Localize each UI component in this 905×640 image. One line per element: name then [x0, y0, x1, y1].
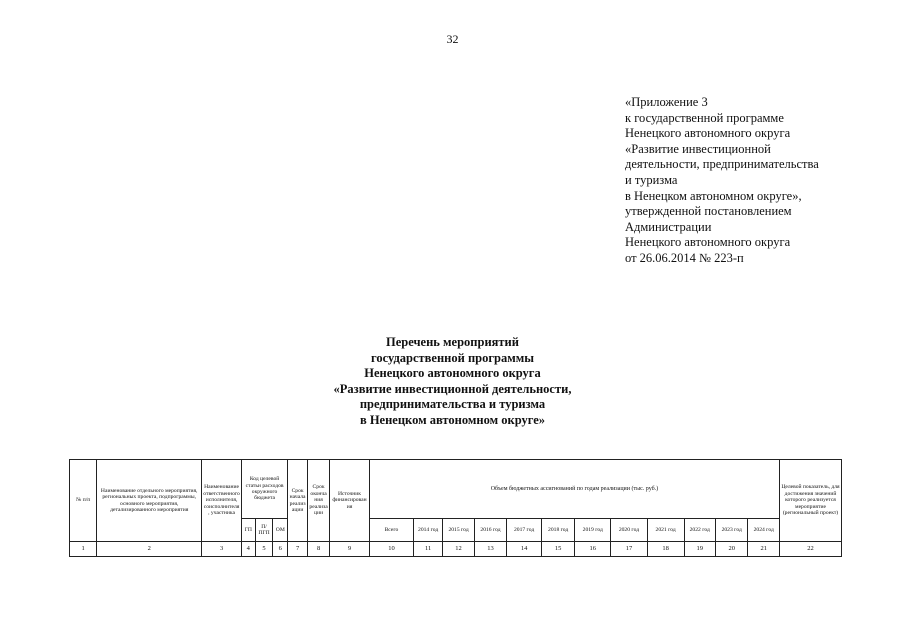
title-line: в Ненецком автономном округе»: [359, 412, 546, 427]
column-number: 3: [202, 542, 242, 557]
header-source: Источник финансирования: [330, 460, 370, 542]
column-number: 17: [611, 542, 648, 557]
header-end: Срок окончания реализации: [308, 460, 330, 542]
activities-table: [69, 459, 842, 557]
appendix-line: утвержденной постановлением: [625, 204, 792, 219]
appendix-line: и туризма: [625, 172, 678, 187]
header-volume: Объем бюджетных ассигнований по годам реализации (тыс. руб.): [369, 460, 779, 519]
appendix-header: [625, 95, 819, 267]
column-number: 13: [474, 542, 507, 557]
header-year: 2023 год: [715, 519, 748, 542]
column-number: 11: [413, 542, 442, 557]
title-line: Ненецкого автономного округа: [364, 366, 541, 381]
column-number: 15: [541, 542, 575, 557]
appendix-line: к государственной программе: [625, 110, 784, 125]
header-code-om: ОМ: [273, 519, 288, 542]
title-line: «Развитие инвестиционной деятельности,: [333, 381, 572, 396]
appendix-line: в Ненецком автономном округе»,: [625, 188, 802, 203]
header-year: 2018 год: [541, 519, 575, 542]
header-name: Наименование отдельного мероприятия, региональных проекта, подпрограммы, основного мероприятия, детализированного мероприятия: [97, 460, 202, 542]
header-total: Всего: [369, 519, 413, 542]
header-year: 2014 год: [413, 519, 442, 542]
header-year: 2016 год: [474, 519, 507, 542]
header-code: Код целевой статьи расходов окружного бюджета: [241, 460, 287, 519]
header-year: 2015 год: [443, 519, 474, 542]
appendix-line: «Развитие инвестиционной: [625, 141, 771, 156]
column-number-row: [70, 542, 842, 557]
page-number: 32: [446, 32, 459, 46]
column-number: 4: [241, 542, 255, 557]
column-number: 6: [273, 542, 288, 557]
header-year: 2020 год: [611, 519, 648, 542]
column-number: 18: [647, 542, 684, 557]
appendix-line: Администрации: [625, 219, 712, 234]
header-year: 2017 год: [507, 519, 542, 542]
column-number: 12: [443, 542, 474, 557]
column-number: 10: [369, 542, 413, 557]
column-number: 22: [779, 542, 841, 557]
appendix-line: Ненецкого автономного округа: [625, 126, 791, 141]
column-number: 7: [288, 542, 308, 557]
header-executor: Наименование ответственного исполнителя, соисполнителя, участника: [202, 460, 242, 542]
title-line: предпринимательства и туризма: [359, 397, 546, 412]
column-number: 2: [97, 542, 202, 557]
document-title: [0, 335, 905, 429]
column-number: 1: [70, 542, 97, 557]
column-number: 9: [330, 542, 370, 557]
column-number: 14: [507, 542, 542, 557]
header-year: 2022 год: [684, 519, 715, 542]
header-start: Срок начала реализации: [288, 460, 308, 542]
column-number: 16: [575, 542, 611, 557]
header-year: 2021 год: [647, 519, 684, 542]
column-number: 19: [684, 542, 715, 557]
header-code-gp: ГП: [241, 519, 255, 542]
column-number: 5: [255, 542, 273, 557]
appendix-line: Ненецкого автономного округа: [625, 235, 791, 250]
header-num: № п/п: [70, 460, 97, 542]
appendix-line: деятельности, предпринимательства: [625, 157, 819, 172]
title-line: Перечень мероприятий: [386, 335, 519, 349]
appendix-line: от 26.06.2014 № 223-п: [625, 250, 744, 265]
column-number: 21: [748, 542, 780, 557]
column-number: 8: [308, 542, 330, 557]
title-line: государственной программы: [370, 350, 535, 365]
header-indicator: Целевой показатель, для достижения значений которого реализуется мероприятие (региональный проект): [779, 460, 841, 542]
column-number: 20: [715, 542, 748, 557]
header-code-pgp: П/ ПГП: [255, 519, 273, 542]
appendix-line: «Приложение 3: [625, 95, 708, 109]
header-year: 2024 год: [748, 519, 780, 542]
header-year: 2019 год: [575, 519, 611, 542]
